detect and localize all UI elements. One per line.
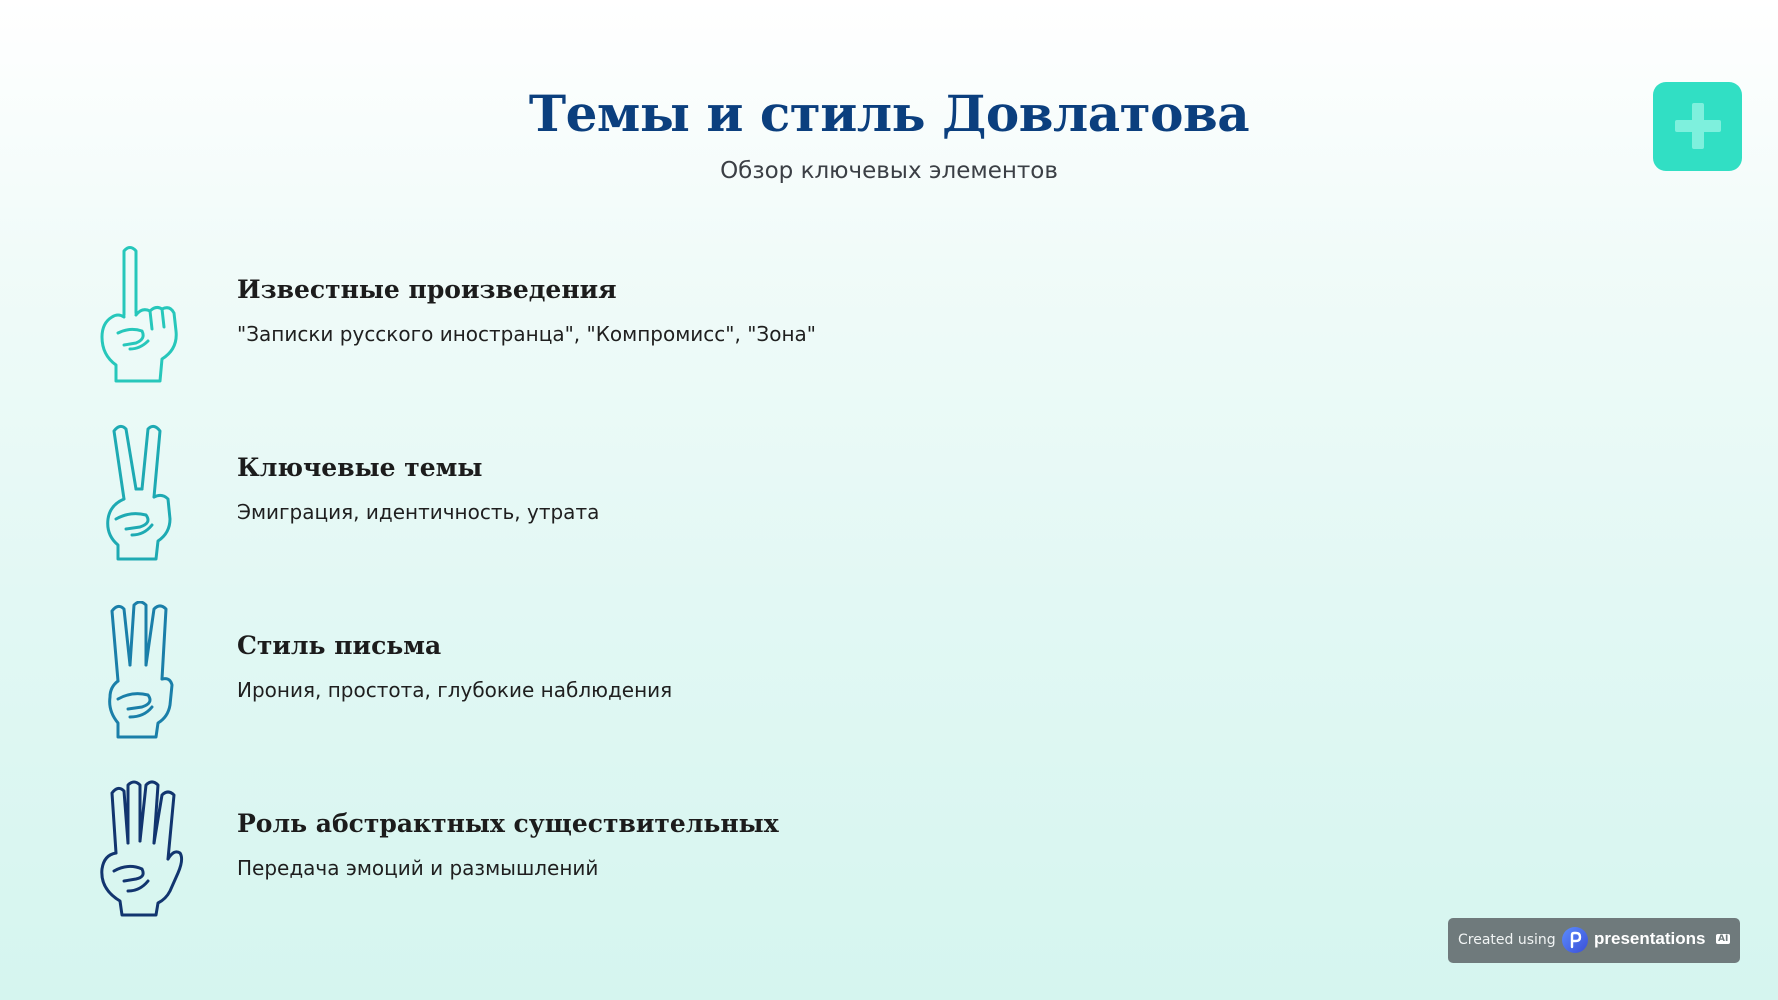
item-heading: Известные произведения (237, 275, 617, 304)
item-heading: Роль абстрактных существительных (237, 809, 779, 838)
list-item (96, 245, 1096, 385)
brand-name: presentations (1594, 929, 1706, 948)
page-title: Темы и стиль Довлатова (528, 84, 1250, 143)
plus-icon (1653, 82, 1742, 171)
one-finger-hand-icon (96, 245, 196, 385)
item-description: "Записки русского иностранца", "Компромисс", "Зона" (237, 322, 817, 346)
item-description: Эмиграция, идентичность, утрата (237, 500, 600, 524)
item-heading: Стиль письма (237, 631, 442, 660)
list-item (96, 601, 1096, 741)
item-description: Ирония, простота, глубокие наблюдения (237, 678, 673, 702)
created-using-label: Created using (1458, 932, 1556, 948)
three-fingers-hand-icon (96, 601, 196, 741)
page-subtitle: Обзор ключевых элементов (720, 158, 1058, 184)
presentations-logo-icon (1561, 926, 1589, 954)
four-fingers-hand-icon (96, 779, 196, 919)
list-item (96, 423, 1096, 563)
item-description: Передача эмоций и размышлений (237, 856, 599, 880)
brand-suffix: AI (1718, 934, 1729, 944)
created-using-badge[interactable] (1448, 918, 1740, 963)
two-fingers-hand-icon (96, 423, 196, 563)
item-heading: Ключевые темы (237, 453, 483, 482)
list-item (96, 779, 1096, 919)
add-button[interactable] (1653, 82, 1742, 171)
